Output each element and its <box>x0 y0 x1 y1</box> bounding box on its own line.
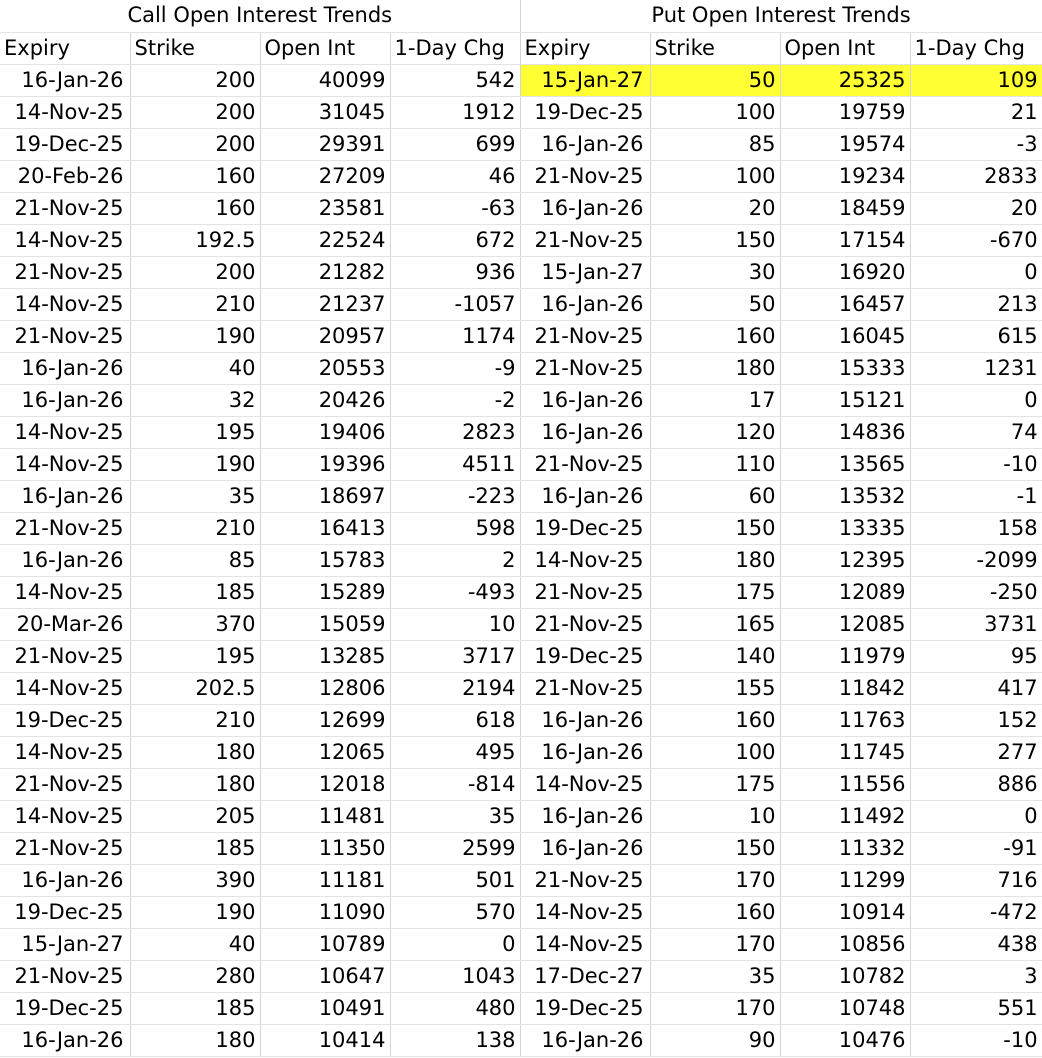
put-strike-cell[interactable]: 30 <box>650 256 780 288</box>
call-open-int-cell[interactable]: 12018 <box>260 768 390 800</box>
call-expiry-cell[interactable]: 16-Jan-26 <box>0 480 130 512</box>
put-strike-header[interactable]: Strike <box>650 32 780 64</box>
put-1-day-chg-cell[interactable]: 0 <box>910 800 1042 832</box>
call-open-int-cell[interactable]: 29391 <box>260 128 390 160</box>
call-open-int-cell[interactable]: 11090 <box>260 896 390 928</box>
call-open-int-cell[interactable]: 10789 <box>260 928 390 960</box>
call-1-day-chg-cell[interactable]: 3717 <box>390 640 520 672</box>
table-row <box>0 768 1042 800</box>
table-row <box>0 928 1042 960</box>
put-expiry-cell[interactable]: 21-Nov-25 <box>520 576 650 608</box>
call-expiry-cell[interactable]: 21-Nov-25 <box>0 960 130 992</box>
put-1-day-chg-cell[interactable]: 21 <box>910 96 1042 128</box>
call-expiry-header[interactable]: Expiry <box>0 32 130 64</box>
call-expiry-cell[interactable]: 14-Nov-25 <box>0 416 130 448</box>
put-strike-cell[interactable]: 10 <box>650 800 780 832</box>
call-strike-cell[interactable]: 210 <box>130 288 260 320</box>
put-1-day-chg-cell[interactable]: 20 <box>910 192 1042 224</box>
put-1-day-chg-cell[interactable]: 417 <box>910 672 1042 704</box>
call-strike-cell[interactable]: 32 <box>130 384 260 416</box>
put-strike-cell[interactable]: 20 <box>650 192 780 224</box>
put-expiry-cell[interactable]: 21-Nov-25 <box>520 160 650 192</box>
put-1-day-chg-cell[interactable]: -1 <box>910 480 1042 512</box>
put-strike-cell[interactable]: 165 <box>650 608 780 640</box>
call-strike-cell[interactable]: 192.5 <box>130 224 260 256</box>
put-1-day-chg-cell[interactable]: 886 <box>910 768 1042 800</box>
call-open-int-cell[interactable]: 16413 <box>260 512 390 544</box>
put-1-day-chg-cell[interactable]: 716 <box>910 864 1042 896</box>
table-row <box>0 384 1042 416</box>
call-expiry-cell[interactable]: 21-Nov-25 <box>0 512 130 544</box>
call-strike-cell[interactable]: 200 <box>130 128 260 160</box>
call-1-day-chg-cell[interactable]: 2823 <box>390 416 520 448</box>
put-expiry-cell[interactable]: 16-Jan-26 <box>520 832 650 864</box>
put-expiry-cell[interactable]: 21-Nov-25 <box>520 224 650 256</box>
put-strike-cell[interactable]: 50 <box>650 64 780 96</box>
put-open-int-cell[interactable]: 11332 <box>780 832 910 864</box>
table-row <box>0 128 1042 160</box>
call-open-int-cell[interactable]: 12699 <box>260 704 390 736</box>
call-1-day-chg-cell[interactable]: 501 <box>390 864 520 896</box>
call-open-int-cell[interactable]: 20957 <box>260 320 390 352</box>
table-row <box>0 416 1042 448</box>
put-strike-cell[interactable]: 150 <box>650 224 780 256</box>
call-1-day-chg-cell[interactable]: -63 <box>390 192 520 224</box>
call-strike-cell[interactable]: 205 <box>130 800 260 832</box>
put-expiry-cell[interactable]: 21-Nov-25 <box>520 352 650 384</box>
put-open-int-cell[interactable]: 11745 <box>780 736 910 768</box>
put-strike-cell[interactable]: 160 <box>650 704 780 736</box>
table-row <box>0 672 1042 704</box>
table-row <box>0 224 1042 256</box>
call-open-int-cell[interactable]: 15059 <box>260 608 390 640</box>
call-expiry-cell[interactable]: 19-Dec-25 <box>0 128 130 160</box>
call-strike-cell[interactable]: 210 <box>130 704 260 736</box>
put-expiry-cell[interactable]: 16-Jan-26 <box>520 288 650 320</box>
call-expiry-cell[interactable]: 14-Nov-25 <box>0 672 130 704</box>
call-expiry-cell[interactable]: 21-Nov-25 <box>0 256 130 288</box>
call-expiry-cell[interactable]: 21-Nov-25 <box>0 768 130 800</box>
put-expiry-cell[interactable]: 16-Jan-26 <box>520 1024 650 1056</box>
call-expiry-cell[interactable]: 16-Jan-26 <box>0 544 130 576</box>
put-expiry-cell[interactable]: 16-Jan-26 <box>520 736 650 768</box>
put-open-int-cell[interactable]: 13335 <box>780 512 910 544</box>
table-row <box>0 192 1042 224</box>
put-1-day-chg-cell[interactable]: -3 <box>910 128 1042 160</box>
call-strike-cell[interactable]: 180 <box>130 1024 260 1056</box>
put-strike-cell[interactable]: 60 <box>650 480 780 512</box>
put-strike-cell[interactable]: 160 <box>650 896 780 928</box>
call-strike-cell[interactable]: 35 <box>130 480 260 512</box>
call-1-day-chg-cell[interactable]: 46 <box>390 160 520 192</box>
put-expiry-cell[interactable]: 21-Nov-25 <box>520 864 650 896</box>
put-1-day-chg-cell[interactable]: 0 <box>910 256 1042 288</box>
table-row <box>0 800 1042 832</box>
put-open-int-cell[interactable]: 16457 <box>780 288 910 320</box>
call-strike-cell[interactable]: 85 <box>130 544 260 576</box>
put-expiry-cell[interactable]: 15-Jan-27 <box>520 64 650 96</box>
put-strike-cell[interactable]: 170 <box>650 992 780 1024</box>
call-open-int-cell[interactable]: 12065 <box>260 736 390 768</box>
put-strike-cell[interactable]: 50 <box>650 288 780 320</box>
call-strike-cell[interactable]: 280 <box>130 960 260 992</box>
call-open-int-cell[interactable]: 19396 <box>260 448 390 480</box>
put-1-day-chg-cell[interactable]: 277 <box>910 736 1042 768</box>
put-open-int-cell[interactable]: 18459 <box>780 192 910 224</box>
put-expiry-cell[interactable]: 15-Jan-27 <box>520 256 650 288</box>
put-strike-cell[interactable]: 180 <box>650 544 780 576</box>
call-expiry-cell[interactable]: 16-Jan-26 <box>0 384 130 416</box>
table-row <box>0 480 1042 512</box>
table-row <box>0 96 1042 128</box>
table-row <box>0 448 1042 480</box>
call-1-day-chg-cell[interactable]: 2194 <box>390 672 520 704</box>
put-open-int-cell[interactable]: 10856 <box>780 928 910 960</box>
put-open-int-cell[interactable]: 12395 <box>780 544 910 576</box>
call-strike-cell[interactable]: 40 <box>130 928 260 960</box>
call-expiry-cell[interactable]: 14-Nov-25 <box>0 96 130 128</box>
call-expiry-cell[interactable]: 19-Dec-25 <box>0 896 130 928</box>
put-open-int-cell[interactable]: 11556 <box>780 768 910 800</box>
call-1-day-chg-cell[interactable]: 618 <box>390 704 520 736</box>
put-expiry-cell[interactable]: 19-Dec-25 <box>520 96 650 128</box>
title-row <box>0 0 1042 32</box>
call-strike-cell[interactable]: 210 <box>130 512 260 544</box>
call-expiry-cell[interactable]: 14-Nov-25 <box>0 448 130 480</box>
call-expiry-cell[interactable]: 20-Mar-26 <box>0 608 130 640</box>
put-strike-cell[interactable]: 140 <box>650 640 780 672</box>
call-1-day-chg-cell[interactable]: 4511 <box>390 448 520 480</box>
call-strike-cell[interactable]: 185 <box>130 576 260 608</box>
call-open-int-cell[interactable]: 22524 <box>260 224 390 256</box>
call-1-day-chg-cell[interactable]: 598 <box>390 512 520 544</box>
put-strike-cell[interactable]: 150 <box>650 512 780 544</box>
put-expiry-cell[interactable]: 16-Jan-26 <box>520 704 650 736</box>
call-open-int-cell[interactable]: 31045 <box>260 96 390 128</box>
call-section-title[interactable]: Call Open Interest Trends <box>0 0 520 32</box>
put-expiry-cell[interactable]: 14-Nov-25 <box>520 768 650 800</box>
put-strike-cell[interactable]: 100 <box>650 736 780 768</box>
put-open-int-cell[interactable]: 11299 <box>780 864 910 896</box>
put-expiry-cell[interactable]: 21-Nov-25 <box>520 320 650 352</box>
put-open-int-cell[interactable]: 10782 <box>780 960 910 992</box>
call-1-day-chg-cell[interactable]: 35 <box>390 800 520 832</box>
call-expiry-cell[interactable]: 16-Jan-26 <box>0 1024 130 1056</box>
put-1-day-chg-cell[interactable]: -670 <box>910 224 1042 256</box>
call-strike-cell[interactable]: 370 <box>130 608 260 640</box>
put-strike-cell[interactable]: 90 <box>650 1024 780 1056</box>
call-strike-cell[interactable]: 195 <box>130 640 260 672</box>
table-row <box>0 576 1042 608</box>
table-row <box>0 960 1042 992</box>
call-open-int-cell[interactable]: 12806 <box>260 672 390 704</box>
header-row <box>0 32 1042 64</box>
put-strike-cell[interactable]: 175 <box>650 576 780 608</box>
call-strike-cell[interactable]: 185 <box>130 832 260 864</box>
put-open-int-cell[interactable]: 11763 <box>780 704 910 736</box>
put-1-day-chg-cell[interactable]: 3 <box>910 960 1042 992</box>
call-expiry-cell[interactable]: 21-Nov-25 <box>0 320 130 352</box>
table-row <box>0 992 1042 1024</box>
put-strike-cell[interactable]: 100 <box>650 160 780 192</box>
call-expiry-cell[interactable]: 21-Nov-25 <box>0 640 130 672</box>
put-open-int-cell[interactable]: 19234 <box>780 160 910 192</box>
table-row <box>0 544 1042 576</box>
call-expiry-cell[interactable]: 19-Dec-25 <box>0 992 130 1024</box>
call-1-day-chg-cell[interactable]: 936 <box>390 256 520 288</box>
call-strike-cell[interactable]: 190 <box>130 320 260 352</box>
put-1-day-chg-cell[interactable]: 152 <box>910 704 1042 736</box>
put-expiry-cell[interactable]: 14-Nov-25 <box>520 896 650 928</box>
call-expiry-cell[interactable]: 14-Nov-25 <box>0 736 130 768</box>
call-1-day-chg-cell[interactable]: -814 <box>390 768 520 800</box>
call-1-day-chg-cell[interactable]: 480 <box>390 992 520 1024</box>
put-open-int-cell[interactable]: 12089 <box>780 576 910 608</box>
table-row <box>0 160 1042 192</box>
put-open-int-cell[interactable]: 11842 <box>780 672 910 704</box>
call-strike-cell[interactable]: 160 <box>130 192 260 224</box>
call-1-day-chg-cell[interactable]: -493 <box>390 576 520 608</box>
put-expiry-cell[interactable]: 16-Jan-26 <box>520 480 650 512</box>
call-expiry-cell[interactable]: 16-Jan-26 <box>0 352 130 384</box>
table-row <box>0 864 1042 896</box>
put-strike-cell[interactable]: 85 <box>650 128 780 160</box>
call-open-int-cell[interactable]: 11481 <box>260 800 390 832</box>
put-open-int-cell[interactable]: 10914 <box>780 896 910 928</box>
put-1-day-chg-cell[interactable]: 74 <box>910 416 1042 448</box>
put-open-int-cell[interactable]: 16920 <box>780 256 910 288</box>
call-strike-cell[interactable]: 160 <box>130 160 260 192</box>
put-open-int-cell[interactable]: 14836 <box>780 416 910 448</box>
put-open-int-cell[interactable]: 10476 <box>780 1024 910 1056</box>
put-strike-cell[interactable]: 150 <box>650 832 780 864</box>
call-1-day-chg-cell[interactable]: 1912 <box>390 96 520 128</box>
put-1-day-chg-cell[interactable]: -2099 <box>910 544 1042 576</box>
call-strike-cell[interactable]: 200 <box>130 256 260 288</box>
table-row <box>0 608 1042 640</box>
call-open-int-header[interactable]: Open Int <box>260 32 390 64</box>
call-1-day-chg-cell[interactable]: 1174 <box>390 320 520 352</box>
put-expiry-cell[interactable]: 16-Jan-26 <box>520 416 650 448</box>
put-open-int-cell[interactable]: 19574 <box>780 128 910 160</box>
put-strike-cell[interactable]: 175 <box>650 768 780 800</box>
call-1-day-chg-cell[interactable]: -223 <box>390 480 520 512</box>
put-strike-cell[interactable]: 100 <box>650 96 780 128</box>
put-1-day-chg-header[interactable]: 1-Day Chg <box>910 32 1042 64</box>
call-expiry-cell[interactable]: 14-Nov-25 <box>0 288 130 320</box>
call-strike-cell[interactable]: 200 <box>130 64 260 96</box>
put-1-day-chg-cell[interactable]: 551 <box>910 992 1042 1024</box>
put-expiry-cell[interactable]: 14-Nov-25 <box>520 544 650 576</box>
put-open-int-cell[interactable]: 17154 <box>780 224 910 256</box>
call-1-day-chg-cell[interactable]: -1057 <box>390 288 520 320</box>
call-strike-cell[interactable]: 390 <box>130 864 260 896</box>
table-row <box>0 832 1042 864</box>
call-expiry-cell[interactable]: 14-Nov-25 <box>0 800 130 832</box>
put-expiry-cell[interactable]: 16-Jan-26 <box>520 384 650 416</box>
call-1-day-chg-cell[interactable]: 699 <box>390 128 520 160</box>
put-1-day-chg-cell[interactable]: 158 <box>910 512 1042 544</box>
table-row <box>0 896 1042 928</box>
put-strike-cell[interactable]: 155 <box>650 672 780 704</box>
call-expiry-cell[interactable]: 16-Jan-26 <box>0 864 130 896</box>
call-1-day-chg-cell[interactable]: 570 <box>390 896 520 928</box>
call-1-day-chg-cell[interactable]: 495 <box>390 736 520 768</box>
put-open-int-header[interactable]: Open Int <box>780 32 910 64</box>
call-1-day-chg-cell[interactable]: 1043 <box>390 960 520 992</box>
put-1-day-chg-cell[interactable]: 3731 <box>910 608 1042 640</box>
table-row <box>0 64 1042 96</box>
call-open-int-cell[interactable]: 21237 <box>260 288 390 320</box>
put-expiry-cell[interactable]: 21-Nov-25 <box>520 608 650 640</box>
call-1-day-chg-header[interactable]: 1-Day Chg <box>390 32 520 64</box>
table-row <box>0 352 1042 384</box>
call-expiry-cell[interactable]: 20-Feb-26 <box>0 160 130 192</box>
put-expiry-cell[interactable]: 16-Jan-26 <box>520 800 650 832</box>
call-1-day-chg-cell[interactable]: 542 <box>390 64 520 96</box>
put-open-int-cell[interactable]: 15121 <box>780 384 910 416</box>
put-expiry-cell[interactable]: 19-Dec-25 <box>520 640 650 672</box>
call-strike-cell[interactable]: 202.5 <box>130 672 260 704</box>
put-1-day-chg-cell[interactable]: 615 <box>910 320 1042 352</box>
call-1-day-chg-cell[interactable]: -2 <box>390 384 520 416</box>
call-open-int-cell[interactable]: 10491 <box>260 992 390 1024</box>
call-strike-cell[interactable]: 180 <box>130 736 260 768</box>
put-expiry-cell[interactable]: 21-Nov-25 <box>520 448 650 480</box>
put-expiry-cell[interactable]: 16-Jan-26 <box>520 128 650 160</box>
put-1-day-chg-cell[interactable]: 1231 <box>910 352 1042 384</box>
table-row <box>0 512 1042 544</box>
put-expiry-cell[interactable]: 19-Dec-25 <box>520 992 650 1024</box>
put-1-day-chg-cell[interactable]: -10 <box>910 448 1042 480</box>
put-expiry-header[interactable]: Expiry <box>520 32 650 64</box>
put-strike-cell[interactable]: 170 <box>650 864 780 896</box>
call-strike-cell[interactable]: 185 <box>130 992 260 1024</box>
table-row <box>0 640 1042 672</box>
put-open-int-cell[interactable]: 12085 <box>780 608 910 640</box>
call-open-int-cell[interactable]: 11181 <box>260 864 390 896</box>
put-strike-cell[interactable]: 180 <box>650 352 780 384</box>
call-1-day-chg-cell[interactable]: 0 <box>390 928 520 960</box>
put-expiry-cell[interactable]: 16-Jan-26 <box>520 192 650 224</box>
put-1-day-chg-cell[interactable]: 438 <box>910 928 1042 960</box>
put-open-int-cell[interactable]: 19759 <box>780 96 910 128</box>
call-open-int-cell[interactable]: 15289 <box>260 576 390 608</box>
put-expiry-cell[interactable]: 21-Nov-25 <box>520 672 650 704</box>
call-open-int-cell[interactable]: 23581 <box>260 192 390 224</box>
put-open-int-cell[interactable]: 11979 <box>780 640 910 672</box>
put-strike-cell[interactable]: 35 <box>650 960 780 992</box>
table-row <box>0 320 1042 352</box>
table-row <box>0 256 1042 288</box>
call-strike-cell[interactable]: 40 <box>130 352 260 384</box>
call-expiry-cell[interactable]: 14-Nov-25 <box>0 576 130 608</box>
put-1-day-chg-cell[interactable]: -91 <box>910 832 1042 864</box>
call-expiry-cell[interactable]: 16-Jan-26 <box>0 64 130 96</box>
put-1-day-chg-cell[interactable]: 109 <box>910 64 1042 96</box>
put-expiry-cell[interactable]: 17-Dec-27 <box>520 960 650 992</box>
put-open-int-cell[interactable]: 13532 <box>780 480 910 512</box>
call-open-int-cell[interactable]: 20553 <box>260 352 390 384</box>
put-1-day-chg-cell[interactable]: -10 <box>910 1024 1042 1056</box>
call-open-int-cell[interactable]: 19406 <box>260 416 390 448</box>
call-1-day-chg-cell[interactable]: 672 <box>390 224 520 256</box>
call-1-day-chg-cell[interactable]: 2599 <box>390 832 520 864</box>
call-open-int-cell[interactable]: 21282 <box>260 256 390 288</box>
call-1-day-chg-cell[interactable]: 10 <box>390 608 520 640</box>
put-strike-cell[interactable]: 17 <box>650 384 780 416</box>
put-open-int-cell[interactable]: 13565 <box>780 448 910 480</box>
call-strike-cell[interactable]: 195 <box>130 416 260 448</box>
put-1-day-chg-cell[interactable]: -472 <box>910 896 1042 928</box>
call-strike-cell[interactable]: 190 <box>130 448 260 480</box>
call-strike-cell[interactable]: 200 <box>130 96 260 128</box>
call-open-int-cell[interactable]: 18697 <box>260 480 390 512</box>
call-open-int-cell[interactable]: 11350 <box>260 832 390 864</box>
table-row <box>0 736 1042 768</box>
put-1-day-chg-cell[interactable]: 95 <box>910 640 1042 672</box>
put-strike-cell[interactable]: 120 <box>650 416 780 448</box>
put-expiry-cell[interactable]: 14-Nov-25 <box>520 928 650 960</box>
put-expiry-cell[interactable]: 19-Dec-25 <box>520 512 650 544</box>
put-1-day-chg-cell[interactable]: 0 <box>910 384 1042 416</box>
put-strike-cell[interactable]: 160 <box>650 320 780 352</box>
call-open-int-cell[interactable]: 10647 <box>260 960 390 992</box>
put-open-int-cell[interactable]: 15333 <box>780 352 910 384</box>
call-1-day-chg-cell[interactable]: 2 <box>390 544 520 576</box>
put-1-day-chg-cell[interactable]: -250 <box>910 576 1042 608</box>
call-open-int-cell[interactable]: 20426 <box>260 384 390 416</box>
call-1-day-chg-cell[interactable]: 138 <box>390 1024 520 1056</box>
put-open-int-cell[interactable]: 10748 <box>780 992 910 1024</box>
put-open-int-cell[interactable]: 25325 <box>780 64 910 96</box>
put-strike-cell[interactable]: 170 <box>650 928 780 960</box>
call-strike-cell[interactable]: 180 <box>130 768 260 800</box>
put-open-int-cell[interactable]: 11492 <box>780 800 910 832</box>
call-expiry-cell[interactable]: 15-Jan-27 <box>0 928 130 960</box>
put-open-int-cell[interactable]: 16045 <box>780 320 910 352</box>
put-1-day-chg-cell[interactable]: 2833 <box>910 160 1042 192</box>
table-row <box>0 1024 1042 1056</box>
call-expiry-cell[interactable]: 21-Nov-25 <box>0 192 130 224</box>
call-strike-cell[interactable]: 190 <box>130 896 260 928</box>
put-1-day-chg-cell[interactable]: 213 <box>910 288 1042 320</box>
call-open-int-cell[interactable]: 13285 <box>260 640 390 672</box>
call-open-int-cell[interactable]: 27209 <box>260 160 390 192</box>
call-strike-header[interactable]: Strike <box>130 32 260 64</box>
call-open-int-cell[interactable]: 40099 <box>260 64 390 96</box>
call-expiry-cell[interactable]: 19-Dec-25 <box>0 704 130 736</box>
call-expiry-cell[interactable]: 14-Nov-25 <box>0 224 130 256</box>
put-section-title[interactable]: Put Open Interest Trends <box>520 0 1042 32</box>
call-1-day-chg-cell[interactable]: -9 <box>390 352 520 384</box>
put-strike-cell[interactable]: 110 <box>650 448 780 480</box>
table-row <box>0 704 1042 736</box>
call-expiry-cell[interactable]: 21-Nov-25 <box>0 832 130 864</box>
call-open-int-cell[interactable]: 10414 <box>260 1024 390 1056</box>
call-open-int-cell[interactable]: 15783 <box>260 544 390 576</box>
table-row <box>0 288 1042 320</box>
